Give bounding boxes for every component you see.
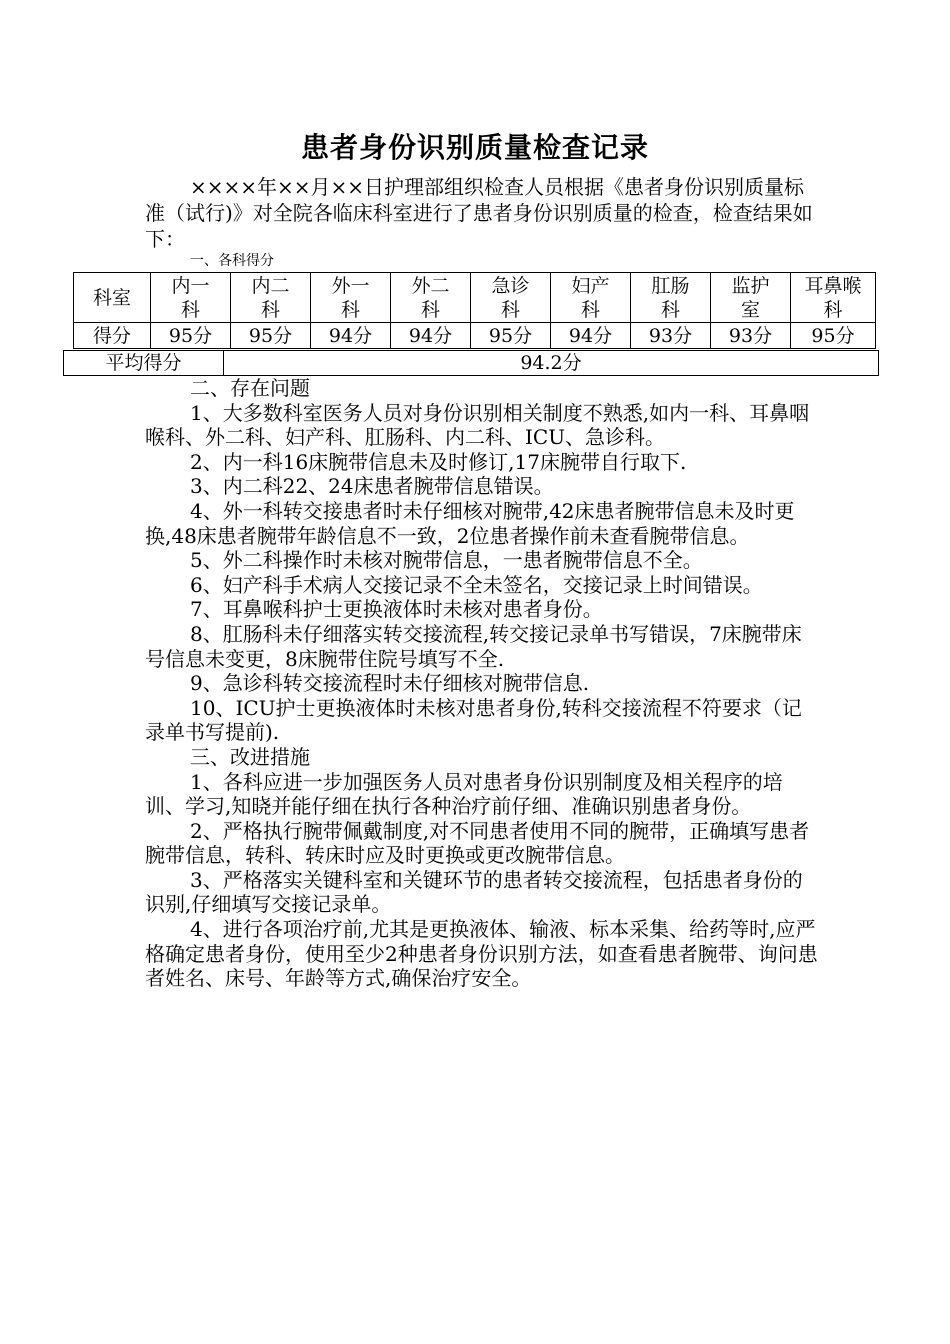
section-heading-scores: 一、各科得分 — [190, 253, 274, 269]
score-cell: 94分 — [391, 323, 471, 349]
department-cell: 急诊 科 — [471, 273, 551, 323]
measure-item: 4、进行各项治疗前,尤其是更换液体、输液、标本采集、给药等时,应严格确定患者身份，使用至少2种患者身份识别方法，如查看患者腕带、询问患者姓名、床号、年龄等方式,确保治疗安全。 — [145, 917, 818, 991]
problem-item: 3、内二科22、24床患者腕带信息错误。 — [190, 474, 554, 499]
score-cell: 93分 — [711, 323, 791, 349]
row-header-department: 科室 — [74, 273, 151, 323]
score-cell: 94分 — [551, 323, 631, 349]
problem-item: 1、大多数科室医务人员对身份识别相关制度不熟悉,如内一科、耳鼻咽喉科、外二科、妇产科、肛肠科、内二科、ICU、急诊科。 — [145, 400, 810, 450]
problem-item: 2、内一科16床腕带信息未及时修订,17床腕带自行取下. — [190, 449, 687, 474]
section-heading-problems: 二、存在问题 — [190, 376, 310, 400]
document-body — [145, 376, 821, 991]
score-cell: 94分 — [311, 323, 391, 349]
problem-item: 8、肛肠科未仔细落实转交接流程,转交接记录单书写错误，7床腕带床号信息未变更，8床腕带住院号填写不全. — [145, 621, 802, 671]
department-cell: 耳鼻喉 科 — [791, 273, 876, 323]
measure-item: 1、各科应进一步加强医务人员对患者身份识别制度及相关程序的培训、学习,知晓并能仔细在执行各种治疗前仔细、准确识别患者身份。 — [145, 769, 783, 819]
department-score-table — [73, 272, 876, 349]
problem-item: 5、外二科操作时未核对腕带信息，一患者腕带信息不全。 — [190, 548, 703, 573]
score-cell: 95分 — [791, 323, 876, 349]
score-cell: 95分 — [151, 323, 231, 349]
problem-item: 10、ICU护士更换液体时未核对患者身份,转科交接流程不符要求（记录单书写提前). — [145, 695, 802, 745]
department-cell: 肛肠 科 — [631, 273, 711, 323]
department-cell: 妇产 科 — [551, 273, 631, 323]
row-header-score: 得分 — [74, 323, 151, 349]
average-score-table — [63, 350, 879, 376]
section-heading-measures: 三、改进措施 — [190, 744, 310, 769]
measure-item: 2、严格执行腕带佩戴制度,对不同患者使用不同的腕带，正确填写患者腕带信息，转科、转床时应及时更换或更改腕带信息。 — [145, 818, 810, 868]
department-cell: 外二 科 — [391, 273, 471, 323]
score-row — [74, 323, 876, 349]
average-score-label: 平均得分 — [64, 351, 224, 376]
problem-item: 6、妇产科手术病人交接记录不全未签名，交接记录上时间错误。 — [190, 572, 763, 597]
department-cell: 监护 室 — [711, 273, 791, 323]
measure-item: 3、严格落实关键科室和关键环节的患者转交接流程，包括患者身份的识别,仔细填写交接记录单。 — [145, 867, 803, 917]
department-row — [74, 273, 876, 323]
average-score-value: 94.2分 — [224, 351, 879, 376]
score-cell: 93分 — [631, 323, 711, 349]
problem-item: 4、外一科转交接患者时未仔细核对腕带,42床患者腕带信息未及时更换,48床患者腕带年龄信息不一致，2位患者操作前未查看腕带信息。 — [145, 498, 795, 548]
department-cell: 内一 科 — [151, 273, 231, 323]
document-title: 患者身份识别质量检查记录 — [300, 131, 649, 164]
score-cell: 95分 — [471, 323, 551, 349]
problem-item: 9、急诊科转交接流程时未仔细核对腕带信息. — [190, 671, 590, 696]
intro-paragraph: ××××年××月××日护理部组织检查人员根据《患者身份识别质量标准（试行)》对全院各临床科室进行了患者身份识别质量的检查，检查结果如下： — [145, 175, 813, 251]
score-cell: 95分 — [231, 323, 311, 349]
problem-item: 7、耳鼻喉科护士更换液体时未核对患者身份。 — [190, 597, 603, 622]
department-cell: 内二 科 — [231, 273, 311, 323]
department-cell: 外一 科 — [311, 273, 391, 323]
